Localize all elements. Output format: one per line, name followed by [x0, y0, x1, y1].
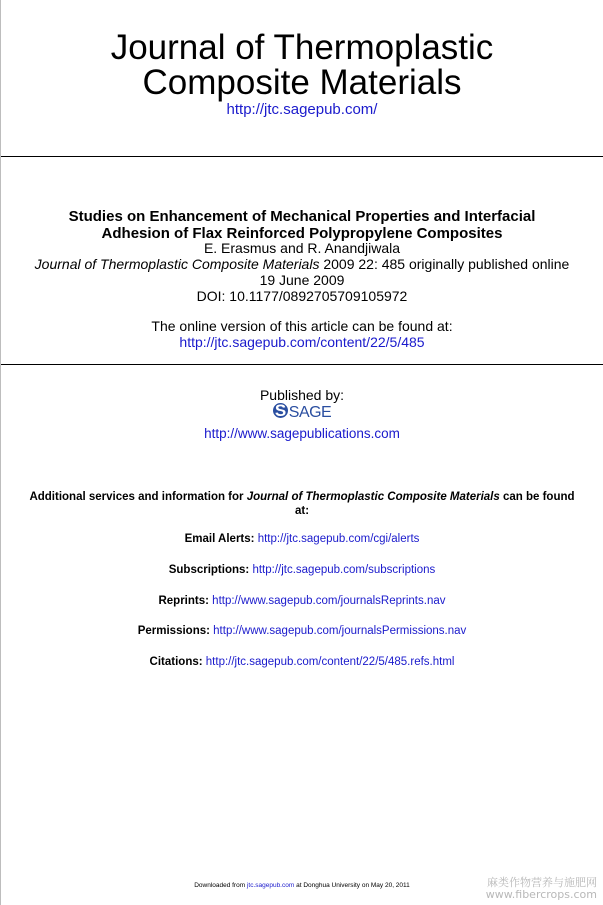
journal-url-link[interactable]: http://jtc.sagepub.com/: [226, 101, 378, 118]
top-divider: [1, 156, 603, 157]
article-authors: E. Erasmus and R. Anandjiwala: [203, 240, 401, 256]
service-reprints: [1, 595, 603, 607]
article-url-link[interactable]: http://jtc.sagepub.com/content/22/5/485: [179, 334, 425, 350]
sage-logo-text: SAGE: [288, 404, 332, 421]
article-title-line2: Adhesion of Flax Reinforced Polypropylene Composites: [101, 225, 503, 242]
service-email-alerts: [1, 533, 603, 545]
services-intro-line2: at:: [294, 505, 310, 517]
service-citations: [1, 656, 603, 668]
journal-title-line2: Composite Materials: [142, 63, 462, 102]
article-doi: DOI: 10.1177/0892705709105972: [196, 288, 408, 304]
service-label: Reprints:: [158, 595, 209, 607]
footer-link[interactable]: jtc.sagepub.com: [246, 882, 295, 889]
article-title: [1, 208, 603, 242]
watermark-line1: 麻类作物营养与施肥网: [487, 876, 597, 889]
service-label: Subscriptions:: [168, 564, 250, 576]
service-link[interactable]: http://jtc.sagepub.com/content/22/5/485.refs.html: [205, 656, 455, 668]
citation-details: 2009 22: 485 originally published online: [319, 256, 570, 272]
article-title-line1: Studies on Enhancement of Mechanical Properties and Interfacial: [68, 208, 536, 225]
watermark-line2: www.fibercrops.com: [485, 888, 597, 901]
download-footer: Downloaded from jtc.sagepub.com at Donghua University on May 20, 2011: [194, 882, 410, 889]
sage-logo-icon: S: [273, 403, 288, 418]
online-version-note: The online version of this article can be found at:: [151, 318, 453, 334]
service-link[interactable]: http://www.sagepub.com/journalsReprints.nav: [212, 595, 446, 607]
services-intro-line1: Additional services and information for Journal of Thermoplastic Composite Materials can be found: [29, 491, 575, 503]
citation-date: 19 June 2009: [259, 272, 345, 288]
service-link[interactable]: http://jtc.sagepub.com/subscriptions: [252, 564, 436, 576]
citation-journal: Journal of Thermoplastic Composite Materials: [34, 256, 320, 272]
published-by-label: Published by:: [259, 387, 345, 403]
service-link[interactable]: http://www.sagepub.com/journalsPermissions.nav: [213, 625, 467, 637]
service-label: Citations:: [149, 656, 203, 668]
service-permissions: [1, 625, 603, 637]
service-label: Permissions:: [137, 625, 210, 637]
middle-divider: [1, 364, 603, 365]
article-citation: [1, 256, 603, 272]
service-subscriptions: [1, 564, 603, 576]
sage-logo[interactable]: [1, 403, 603, 422]
service-link[interactable]: http://jtc.sagepub.com/cgi/alerts: [257, 533, 420, 545]
services-intro-journal: Journal of Thermoplastic Composite Materials: [246, 491, 500, 503]
journal-title-line1: Journal of Thermoplastic: [110, 28, 494, 67]
publisher-url-link[interactable]: http://www.sagepublications.com: [204, 426, 400, 441]
services-intro: [1, 490, 603, 518]
journal-title: [1, 30, 603, 100]
service-label: Email Alerts:: [184, 533, 255, 545]
